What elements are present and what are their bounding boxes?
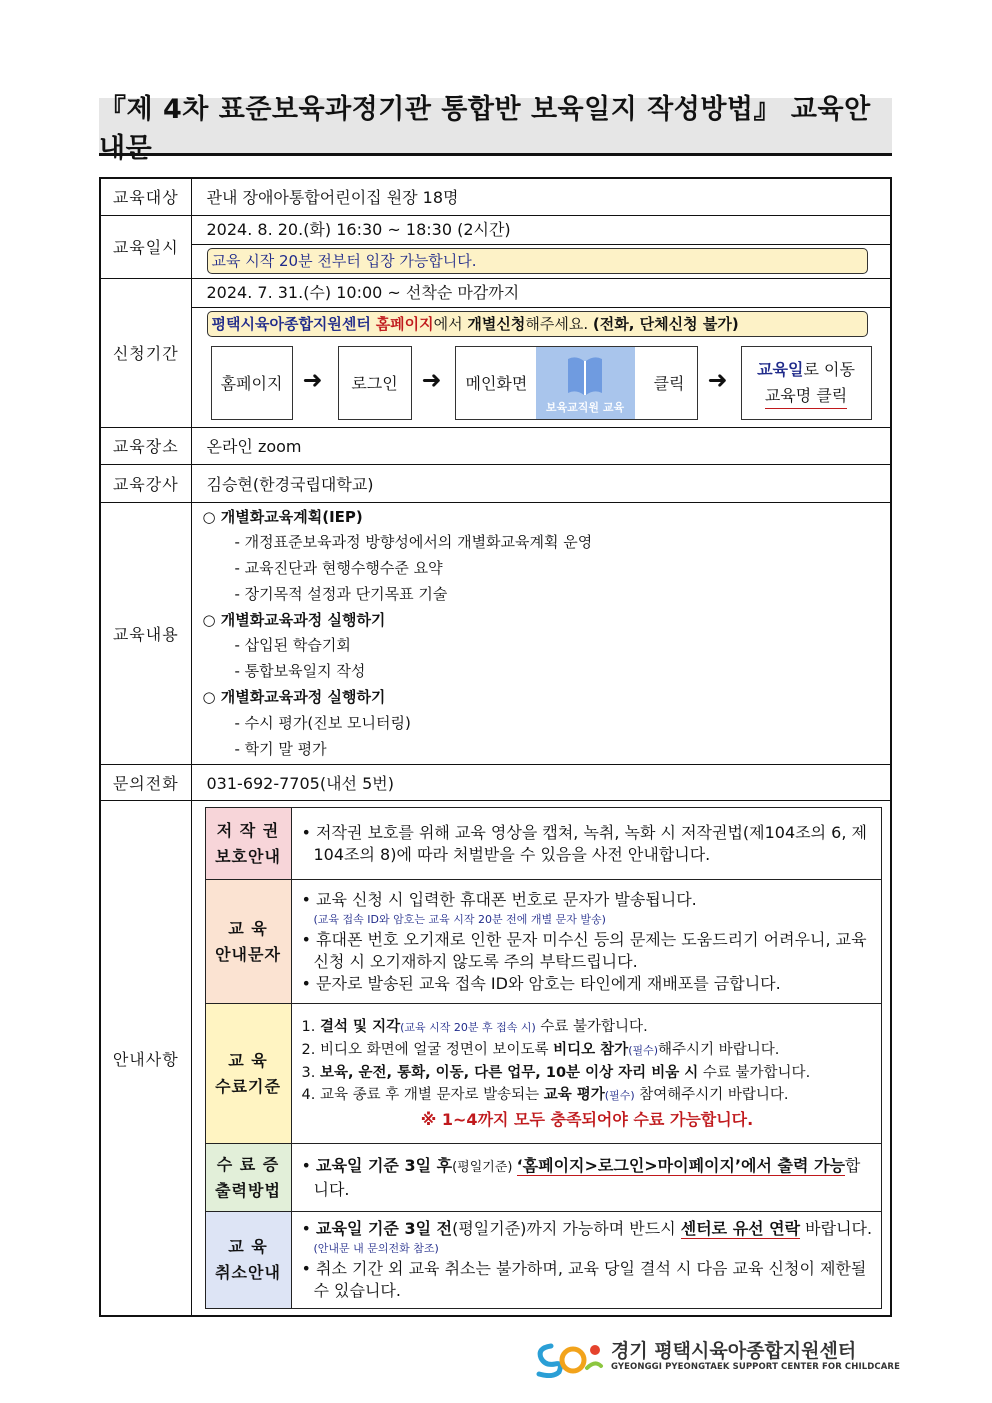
label-date: 교육일시 xyxy=(100,215,191,278)
content-heading: ○ 개별화교육과정 실행하기 xyxy=(202,688,386,707)
completion-note: ※ 1~4까지 모두 충족되어야 수료 가능합니다. xyxy=(420,1110,754,1130)
tag-copyright: 저 작 권 보호안내 xyxy=(205,808,291,880)
arrow-icon: ➜ xyxy=(421,365,442,394)
date-notice: 교육 시작 20분 전부터 입장 가능합니다. xyxy=(207,248,869,274)
copyright-text: • 저작권 보호를 위해 교육 영상을 캡쳐, 녹취, 녹화 시 저작권법(제104조의 6, 제104조의 8)에 따라 처벌받을 수 있음을 사전 안내합니다. xyxy=(301,822,867,864)
content-item: - 학기 말 평가 xyxy=(234,739,327,758)
value-date: 2024. 8. 20.(화) 16:30 ~ 18:30 (2시간) xyxy=(206,220,511,239)
tag-completion: 교 육 수료기준 xyxy=(205,1004,291,1144)
footer-center-name: 경기 평택시육아종합지원센터 xyxy=(611,1340,857,1362)
content-heading: ○ 개별화교육계획(IEP) xyxy=(202,507,363,526)
sms-bullet-3: • 문자로 발송된 교육 접속 ID와 암호는 타인에게 재배포를 금합니다. xyxy=(301,973,781,993)
center-logo-icon xyxy=(533,1338,605,1378)
flow-step-login: 로그인 xyxy=(338,346,412,420)
completion-item-3: 3. 보육, 운전, 통화, 이동, 다른 업무, 10분 이상 자리 비움 시 수료 불가합니다. xyxy=(301,1065,811,1082)
tag-sms: 교 육 안내문자 xyxy=(205,880,291,1004)
content-item: - 수시 평가(진보 모니터링) xyxy=(234,713,411,732)
cancel-bullet-2: • 취소 기간 외 교육 취소는 불가하며, 교육 당일 결석 시 다음 교육 신청이 제한될 수 있습니다. xyxy=(301,1259,867,1301)
value-place: 온라인 zoom xyxy=(191,427,891,464)
label-notes: 안내사항 xyxy=(100,801,191,1317)
notes-table xyxy=(205,807,882,1309)
apply-flow xyxy=(207,340,891,427)
value-target: 관내 장애아통합어린이집 원장 18명 xyxy=(191,178,891,215)
cancel-note: (안내문 내 문의전화 참조) xyxy=(313,1242,439,1256)
value-apply: 2024. 7. 31.(수) 10:00 ~ 선착순 마감까지 xyxy=(206,282,520,302)
label-content: 교육내용 xyxy=(100,502,191,765)
content-list xyxy=(202,503,891,765)
label-lecturer: 교육강사 xyxy=(100,464,191,502)
sms-bullet-2: • 휴대폰 번호 오기재로 인한 문자 미수신 등의 문제는 도움드리기 어려우니, 교육 신청 시 오기재하지 않도록 주의 부탁드립니다. xyxy=(301,929,867,971)
footer xyxy=(533,1336,900,1378)
completion-item-2: 2. 비디오 화면에 얼굴 정면이 보이도록 비디오 참가(필수)해주시기 바랍니다. xyxy=(301,1042,780,1059)
apply-notice: 평택시육아종합지원센터 홈페이지에서 개별신청해주세요. (전화, 단체신청 불가) xyxy=(207,311,869,337)
content-item: - 장기목적 설정과 단기목표 기술 xyxy=(234,584,448,603)
value-lecturer: 김승현(한경국립대학교) xyxy=(191,464,891,502)
content-item: - 개정표준보육과정 방향성에서의 개별화교육계획 운영 xyxy=(234,533,593,552)
tag-certificate: 수 료 증 출력방법 xyxy=(205,1144,291,1212)
flow-step-course: 교육일로 이동 교육명 클릭 xyxy=(741,346,872,420)
teacher-education-tile: 보육교직원 교육 xyxy=(536,347,635,419)
label-phone: 문의전화 xyxy=(100,765,191,801)
sms-bullet-1: • 교육 신청 시 입력한 휴대폰 번호로 문자가 발송됩니다. xyxy=(301,889,697,909)
footer-center-english: GYEONGGI PYEONGTAEK SUPPORT CENTER FOR CHILDCARE xyxy=(611,1362,900,1372)
label-place: 교육장소 xyxy=(100,427,191,464)
content-item: - 교육진단과 현행수행수준 요약 xyxy=(234,559,443,578)
content-item: - 삽입된 학습기회 xyxy=(234,636,351,655)
completion-item-4: 4. 교육 종료 후 개별 문자로 발송되는 교육 평가(필수) 참여해주시기 바랍니다. xyxy=(301,1087,789,1104)
arrow-icon: ➜ xyxy=(302,365,323,394)
arrow-icon: ➜ xyxy=(707,365,728,394)
info-table xyxy=(99,177,892,1317)
flow-step-main: 메인화면 보육교직원 교육 클릭 xyxy=(455,346,698,420)
cancel-bullet-1: • 교육일 기준 3일 전(평일기준)까지 가능하며 반드시 센터로 유선 연락 바랍니다. xyxy=(301,1219,873,1239)
label-target: 교육대상 xyxy=(100,178,191,215)
certificate-text: • 교육일 기준 3일 후(평일기준) ‘홈페이지>로그인>마이페이지’에서 출력 가능합니다. xyxy=(301,1155,861,1199)
sms-note: (교육 접속 ID와 암호는 교육 시작 20분 전에 개별 문자 발송) xyxy=(313,912,606,926)
tag-cancel: 교 육 취소안내 xyxy=(205,1212,291,1309)
page-title: 『제 4차 표준보육과정기관 통합반 보육일지 작성방법』 교육안내문 xyxy=(99,98,892,156)
content-item: - 통합보육일지 작성 xyxy=(234,662,366,681)
content-heading: ○ 개별화교육과정 실행하기 xyxy=(202,610,386,629)
value-phone: 031-692-7705(내선 5번) xyxy=(191,765,891,801)
completion-item-1: 1. 결석 및 지각(교육 시작 20분 후 접속 시) 수료 불가합니다. xyxy=(301,1019,648,1036)
flow-step-homepage: 홈페이지 xyxy=(211,346,293,420)
label-apply: 신청기간 xyxy=(100,278,191,427)
